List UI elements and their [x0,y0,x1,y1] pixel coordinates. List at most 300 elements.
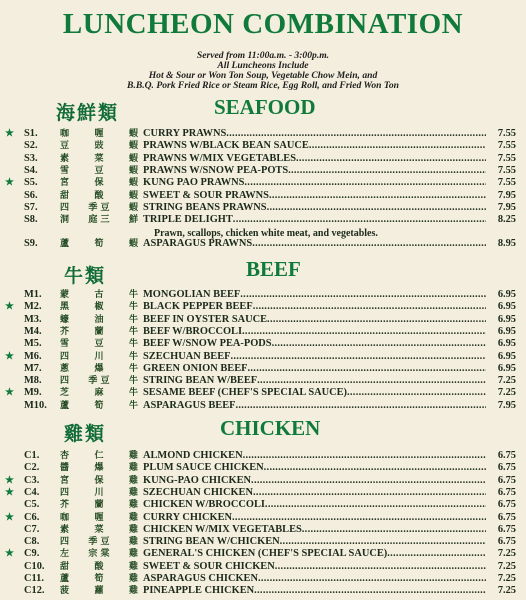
item-price: 6.75 [497,523,516,535]
chinese-char: 保 [94,178,104,189]
item-name [143,140,486,152]
served-hours: Served from 11:00a.m. - 3:00p.m. [196,50,330,61]
item-name [143,351,486,363]
chinese-char: 醬 [60,463,70,474]
item-name [143,289,486,301]
item-name [143,487,486,499]
item-name-text: PLUM SAUCE CHICKEN [143,462,264,474]
item-name-text: BLACK PEPPER BEEF [143,301,253,313]
item-name [143,573,486,585]
item-code: M7. [24,362,42,374]
item-price: 7.25 [497,548,516,560]
menu-item [0,165,526,177]
item-code: M3. [24,313,42,325]
item-price: 6.75 [497,499,516,511]
item-name-text: ALMOND CHICKEN [143,450,243,461]
item-name [143,475,486,487]
chef-special-star: ★ [5,387,14,399]
chinese-char: 雞 [128,549,138,560]
item-code: S1. [24,128,38,139]
chinese-char: 牛 [128,351,138,362]
menu-item [0,561,526,573]
item-name-text: SESAME BEEF (CHEF'S SPECIAL SAUCE) [143,387,348,399]
chinese-char: 宮 [60,475,70,486]
chinese-char: 甜 [60,561,70,572]
seafood-section-chinese: 海鮮類 [56,102,120,124]
chinese-char: 四 [60,487,70,498]
includes-line-1: Hot & Sour or Won Ton Soup, Vegetable Chow Mein, and [148,70,378,81]
item-code: M1. [24,289,42,300]
chinese-char: 蝦 [128,129,138,139]
item-code: S8. [24,214,38,226]
chinese-char: 雞 [128,487,138,498]
chinese-char: 爆 [94,463,104,474]
menu-item [0,289,526,301]
item-chinese-name [60,548,138,560]
item-name-text: TRIPLE DELIGHT [143,214,233,226]
chinese-char: 保 [94,475,104,486]
item-name [143,561,486,573]
chinese-char: 黑 [60,302,70,313]
item-price: 7.55 [497,164,516,176]
menu-item [0,338,526,350]
chinese-char: 蝦 [128,239,138,250]
item-code: S3. [24,152,38,164]
item-name [143,524,486,536]
item-name-text: STRING BEAN W/BEEF [143,375,258,387]
chef-special-star: ★ [5,128,14,139]
item-name-text: PRAWNS W/BLACK BEAN SAUCE [143,140,309,152]
item-name-text: SWEET & SOUR PRAWNS [143,189,269,201]
item-code: C12. [24,585,45,597]
item-chinese-name [60,351,138,363]
item-name-text: CURRY PRAWNS [143,128,227,139]
chef-special-star: ★ [5,486,14,498]
item-chinese-name [60,536,138,548]
menu-item [0,314,526,326]
item-price: 6.75 [497,536,516,548]
menu-item [0,128,526,140]
item-name-text: STRING BEAN W/CHICKEN [143,536,280,548]
item-chinese-name [60,375,138,387]
item-price: 6.95 [497,325,516,337]
item-chinese-name [60,573,138,585]
item-code: M5. [24,338,42,350]
item-chinese-name [60,338,138,350]
item-name-text: BEEF W/BROCCOLI [143,325,243,337]
chinese-char: 四 [60,537,70,548]
item-code: M8. [24,375,42,387]
chinese-char: 菠 [60,586,70,597]
chinese-char: 蝦 [128,153,138,164]
chinese-char: 蘆 [60,400,70,411]
chicken-section-chinese: 雞類 [64,423,107,445]
chinese-char: 筍 [94,400,104,411]
item-price: 7.95 [497,189,516,201]
item-code: S7. [24,201,38,213]
chinese-char: 蘭 [94,326,104,337]
item-code: C8. [24,536,40,548]
item-chinese-name [60,499,138,511]
menu-item [0,363,526,375]
item-code: S5. [24,177,38,189]
chinese-char: 蘆 [60,574,70,584]
chinese-char: 牛 [128,376,138,387]
item-name-text: PRAWNS W/MIX VEGETABLES [143,152,297,164]
menu-item [0,487,526,499]
item-price: 6.95 [497,313,516,325]
chinese-char: 牛 [128,302,138,313]
chinese-char: 麻 [94,388,104,399]
chinese-char: 雞 [128,500,138,511]
item-name [143,128,486,140]
item-name-text: CURRY CHICKEN [143,511,233,523]
chinese-char: 雞 [128,524,138,535]
menu-item [0,153,526,165]
chinese-char: 筍 [94,574,104,584]
item-chinese-name [60,202,138,214]
chinese-char: 左 [60,549,70,560]
item-code: M4. [24,325,42,337]
item-code: C10. [24,560,45,572]
item-code: C7. [24,523,40,535]
item-name-text: KUNG PAO PRAWNS [143,177,245,189]
menu-item [0,326,526,338]
item-chinese-name [60,140,138,152]
item-chinese-name [60,190,138,202]
item-name [143,375,486,387]
item-code: C5. [24,499,40,511]
item-code: C11. [24,573,44,584]
item-name [143,202,486,214]
triple-delight-note: Prawn, scallops, chicken white meat, and vegetables. [154,228,378,239]
chinese-char: 豆 [60,141,70,152]
chinese-char: 雪 [60,165,70,176]
item-chinese-name [60,165,138,177]
item-price: 6.95 [497,362,516,374]
item-chinese-name [60,387,138,399]
chinese-char: 宗 棠 [88,549,110,560]
chinese-char: 牛 [128,400,138,411]
item-chinese-name [60,128,138,140]
chinese-char: 素 [60,153,70,164]
chinese-char: 牛 [128,363,138,374]
menu-item [0,450,526,462]
item-name-text: BEEF W/SNOW PEA-PODS [143,338,272,350]
chef-special-star: ★ [5,177,14,189]
chef-special-star: ★ [5,511,14,523]
item-name-text: GREEN ONION BEEF [143,362,248,374]
item-code: C9. [24,548,40,560]
item-name [143,301,486,313]
item-code: S4. [24,164,38,176]
chinese-char: 四 [60,351,70,362]
chinese-char: 雪 [60,339,70,350]
item-name-text: GENERAL'S CHICKEN (CHEF'S SPECIAL SAUCE) [143,548,388,560]
item-price: 6.75 [497,462,516,474]
menu-item [0,375,526,387]
chinese-char: 雞 [128,574,138,584]
item-chinese-name [60,487,138,499]
menu-item [0,202,526,214]
menu-title: LUNCHEON COMBINATION [62,8,464,40]
item-name [143,326,486,338]
item-code: S6. [24,189,38,201]
item-chinese-name [60,585,138,597]
chinese-char: 蝦 [128,165,138,176]
chinese-char: 芝 [60,388,70,399]
chinese-char: 喱 [94,512,104,523]
menu-item [0,524,526,536]
chinese-char: 甜 [60,190,70,201]
item-name-text: SZECHUAN CHICKEN [143,486,253,498]
seafood-section-title: SEAFOOD [214,95,316,119]
item-name-text: ASPARAGUS BEEF [143,399,236,411]
item-code: M10. [24,399,47,411]
menu-item [0,238,526,250]
menu-item [0,499,526,511]
item-price: 6.95 [497,338,516,350]
item-name [143,363,486,375]
item-price: 6.95 [497,350,516,362]
item-chinese-name [60,475,138,487]
chinese-char: 豆 [94,339,104,350]
item-price: 6.75 [497,511,516,523]
item-chinese-name [60,524,138,536]
includes-line-2: B.B.Q. Pork Fried Rice or Steam Rice, Egg Roll, and Fried Won Ton [127,80,399,91]
chef-special-star: ★ [5,474,14,486]
item-name-text: CHICKEN W/MIX VEGETABLES [143,523,302,535]
item-code: M2. [24,301,42,313]
chinese-char: 季 豆 [88,202,110,213]
item-name-text: MONGOLIAN BEEF [143,289,241,300]
item-chinese-name [60,462,138,474]
item-price: 7.95 [497,399,516,411]
chinese-char: 蔥 [60,363,70,374]
chinese-char: 牛 [128,290,138,300]
item-chinese-name [60,314,138,326]
item-code: M6. [24,350,42,362]
item-name-text: BEEF IN OYSTER SAUCE [143,313,268,325]
menu-item [0,536,526,548]
item-name [143,512,486,524]
chef-special-star: ★ [5,350,14,362]
item-chinese-name [60,400,138,412]
chinese-char: 鮮 [128,215,138,226]
item-chinese-name [60,214,138,226]
chinese-char: 素 [60,524,70,535]
chinese-char: 豆 [94,165,104,176]
item-price: 6.75 [497,450,516,461]
chinese-char: 牛 [128,388,138,399]
item-name [143,585,486,597]
chinese-char: 季 豆 [88,376,110,387]
item-name [143,238,486,250]
item-name [143,400,486,412]
item-name [143,462,486,474]
chinese-char: 洞 [60,215,70,226]
item-price: 7.25 [497,560,516,572]
chinese-char: 雞 [128,561,138,572]
item-chinese-name [60,561,138,573]
chinese-char: 豉 [94,141,104,152]
chinese-char: 川 [94,351,104,362]
menu-item [0,400,526,412]
menu-item [0,573,526,585]
item-name [143,387,486,399]
item-name [143,499,486,511]
item-chinese-name [60,238,138,250]
item-price: 7.25 [497,375,516,387]
item-price: 6.75 [497,474,516,486]
item-code: C6. [24,511,40,523]
menu-item [0,177,526,189]
chinese-char: 菜 [94,524,104,535]
item-chinese-name [60,450,138,462]
chinese-char: 宮 [60,178,70,189]
includes-heading: All Luncheons Include [217,60,309,71]
item-code: C3. [24,474,40,486]
chinese-char: 菜 [94,153,104,164]
chinese-char: 蒙 [60,290,70,300]
item-price: 7.25 [497,585,516,597]
chinese-char: 蝦 [128,190,138,201]
item-chinese-name [60,177,138,189]
item-price: 6.95 [497,301,516,313]
chinese-char: 喱 [94,129,104,139]
item-price: 8.25 [497,214,516,226]
item-price: 7.25 [497,573,516,584]
chinese-char: 油 [94,314,104,325]
item-chinese-name [60,326,138,338]
chinese-char: 牛 [128,314,138,325]
chinese-char: 酸 [94,190,104,201]
menu-item [0,462,526,474]
chinese-char: 古 [94,290,104,300]
item-name-text: STRING BEANS PRAWNS [143,201,267,213]
item-price: 7.95 [497,201,516,213]
chinese-char: 杏 [60,451,70,461]
item-name [143,177,486,189]
item-price: 7.55 [497,128,516,139]
chinese-char: 蝦 [128,178,138,189]
chinese-char: 雞 [128,475,138,486]
chicken-section-title: CHICKEN [220,416,321,440]
item-name [143,190,486,202]
chinese-char: 仁 [94,451,104,461]
beef-section-title: BEEF [246,257,301,281]
item-name-text: KUNG-PAO CHICKEN [143,474,252,486]
item-code: C2. [24,462,40,474]
chinese-char: 雞 [128,586,138,597]
chinese-char: 雞 [128,512,138,523]
chinese-char: 四 [60,376,70,387]
menu-item [0,190,526,202]
item-name-text: PRAWNS W/SNOW PEA-POTS [143,164,289,176]
item-code: M9. [24,387,42,399]
item-chinese-name [60,153,138,165]
chinese-char: 芥 [60,326,70,337]
item-price: 7.55 [497,152,516,164]
menu-item [0,387,526,399]
chinese-char: 酸 [94,561,104,572]
chinese-char: 川 [94,487,104,498]
item-name-text: CHICKEN W/BROCCOLI [143,499,265,511]
item-price: 7.25 [497,387,516,399]
menu-item [0,214,526,226]
item-code: S2. [24,140,38,152]
item-chinese-name [60,512,138,524]
chinese-char: 爆 [94,363,104,374]
chinese-char: 雞 [128,537,138,548]
item-name-text: ASPARAGUS CHICKEN [143,573,258,584]
chinese-char: 牛 [128,326,138,337]
item-name-text: SWEET & SOUR CHICKEN [143,560,275,572]
chinese-char: 雞 [128,463,138,474]
item-price: 6.95 [497,289,516,300]
item-name [143,548,486,560]
menu-item [0,351,526,363]
chinese-char: 蠔 [60,314,70,325]
menu-item [0,548,526,560]
chinese-char: 椒 [94,302,104,313]
chinese-char: 雞 [128,451,138,461]
chinese-char: 庭 三 [88,215,110,226]
item-code: C4. [24,486,40,498]
beef-section-chinese: 牛類 [64,265,107,287]
chinese-char: 四 [60,202,70,213]
menu-item [0,512,526,524]
menu-item [0,585,526,597]
item-name [143,153,486,165]
chef-special-star: ★ [5,301,14,313]
chinese-char: 蝦 [128,202,138,213]
chinese-char: 蘿 [94,586,104,597]
item-name [143,314,486,326]
item-name-text: PINEAPPLE CHICKEN [143,585,255,597]
item-chinese-name [60,289,138,301]
item-name [143,450,486,462]
item-name [143,338,486,350]
item-price: 7.55 [497,177,516,189]
item-chinese-name [60,363,138,375]
chinese-char: 蘭 [94,500,104,511]
item-price: 8.95 [497,238,516,250]
chef-special-star: ★ [5,548,14,560]
item-code: C1. [24,450,40,461]
item-name-text: ASPARAGUS PRAWNS [143,238,253,250]
item-name [143,214,486,226]
menu-item [0,140,526,152]
item-code: S9. [24,238,38,250]
chinese-char: 筍 [94,239,104,250]
item-name [143,165,486,177]
chinese-char: 牛 [128,339,138,350]
item-price: 6.75 [497,486,516,498]
item-chinese-name [60,301,138,313]
chinese-char: 蘆 [60,239,70,250]
chinese-char: 季 豆 [88,537,110,548]
chinese-char: 咖 [60,129,70,139]
item-name [143,536,486,548]
chinese-char: 蝦 [128,141,138,152]
chinese-char: 芥 [60,500,70,511]
menu-item [0,301,526,313]
item-price: 7.55 [497,140,516,152]
chinese-char: 咖 [60,512,70,523]
menu-item [0,475,526,487]
item-name-text: SZECHUAN BEEF [143,350,231,362]
